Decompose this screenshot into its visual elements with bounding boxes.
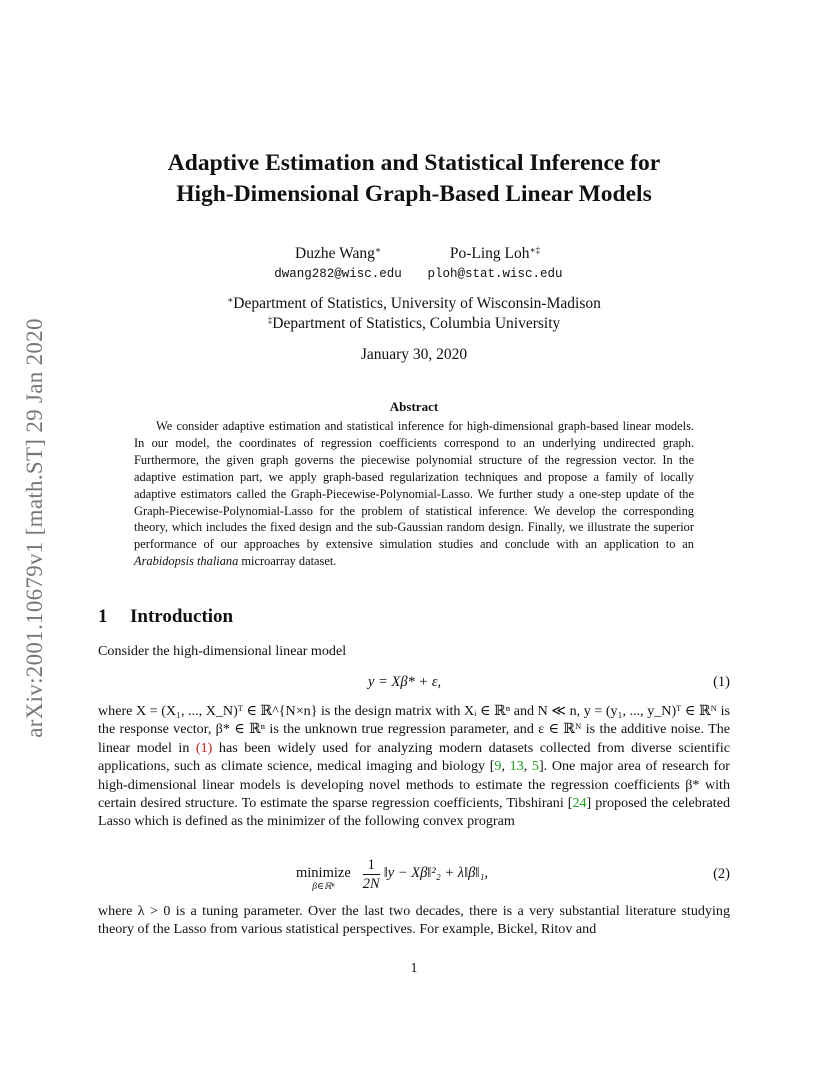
affiliation-1: ∗Department of Statistics, University of Wisconsin-Madison: [227, 295, 601, 312]
author-block-2: [395, 244, 595, 284]
page-number: 1: [410, 961, 418, 976]
equation-number: (1): [713, 674, 730, 690]
citation-link[interactable]: 24: [572, 795, 587, 812]
equation-ref-link[interactable]: (1): [195, 739, 213, 756]
author-email: ploh@stat.wisc.edu: [427, 267, 563, 281]
minimize-operator: minimize β∈ℝⁿ: [296, 865, 351, 892]
fraction-denominator: 2N: [362, 876, 380, 892]
objective-terms: ‖y − Xβ‖²₂ + λ‖β‖₁,: [383, 865, 489, 881]
abstract-body: We consider adaptive estimation and statistical inference for high-dimensional graph-based linear models. In our model, the coordinates of regression coefficients correspond to an underlying undirected graph. Furthermore, the given graph governs the piecewise polynomial structure of the regression vector. In the adaptive estimation part, we apply graph-based regularization techniques and propose a family of locally adaptive estimators called the Graph-Piecewise-Polynomial-Lasso. We further study a one-step update of the Graph-Piecewise-Polynomial-Lasso for the problem of statistical inference. We develop the corresponding theory, which includes the fixed design and the sub-Gaussian random design. Finally, we illustrate the superior performance of our approaches by extensive simulation studies and conclude with an application to an Arabidopsis thaliana microarray dataset.: [134, 419, 694, 569]
equation-body: y = Xβ* + ε,: [368, 674, 442, 690]
section-heading: [98, 606, 233, 628]
operator-subscript: β∈ℝⁿ: [312, 882, 335, 892]
affiliations: [98, 294, 730, 334]
author-mark: ∗: [374, 245, 381, 255]
section-number: 1: [98, 606, 108, 627]
section-title: Introduction: [130, 606, 234, 627]
paragraph-model: where X = (X₁, ..., X_N)ᵀ ∈ ℝ^{N×n} is the design matrix with Xᵢ ∈ ℝⁿ and N ≪ n, y = (y₁, ..., y_N)ᵀ ∈ ℝᴺ is the response vector, β* ∈ ℝⁿ is the unknown true regression parameter, and ε ∈ ℝᴺ is the additive noise. The linear model in (1) has been widely used for analyzing modern datasets collected from diverse scientific applications, such as climate science, medical imaging and biology [9, 13, 5]. One major area of research for high-dimensional linear models is developing novel methods to estimate the regression coefficients β* with certain desired structure. To estimate the sparse regression coefficients, Tibshirani [24] proposed the celebrated Lasso which is defined as the minimizer of the following convex program: [98, 703, 731, 830]
fraction-numerator: 1: [363, 856, 380, 875]
citation-link[interactable]: 13: [509, 758, 524, 775]
publication-date: January 30, 2020: [360, 346, 468, 363]
species-name: Arabidopsis thaliana: [134, 554, 239, 569]
citation-link[interactable]: 9: [494, 758, 502, 775]
arxiv-identifier: arXiv:2001.10679v1 [math.ST] 29 Jan 2020: [22, 318, 47, 738]
title-line-1: Adaptive Estimation and Statistical Inference for: [167, 150, 661, 176]
equation-number: (2): [713, 866, 730, 882]
author-mark: ∗‡: [529, 245, 541, 255]
paragraph-lasso: where λ > 0 is a tuning parameter. Over the last two decades, there is a very substantial literature studying theory of the Lasso from various statistical perspectives. For example, Bickel, Ritov and: [98, 903, 730, 938]
fraction: [363, 856, 380, 893]
title-line-2: High-Dimensional Graph-Based Linear Models: [176, 181, 652, 207]
author-name: Duzhe Wang∗: [295, 245, 381, 262]
affiliation-2: ‡Department of Statistics, Columbia University: [267, 315, 561, 332]
equation-2: [98, 856, 730, 896]
citation-link[interactable]: 5: [531, 758, 539, 775]
paragraph-intro: Consider the high-dimensional linear model: [98, 643, 347, 659]
equation-body: [296, 856, 488, 893]
arxiv-sidebar: [10, 278, 60, 778]
abstract-heading: Abstract: [389, 399, 439, 414]
author-name: Po-Ling Loh∗‡: [449, 245, 541, 262]
paper-title: [98, 148, 730, 210]
author-email: dwang282@wisc.edu: [274, 267, 402, 281]
